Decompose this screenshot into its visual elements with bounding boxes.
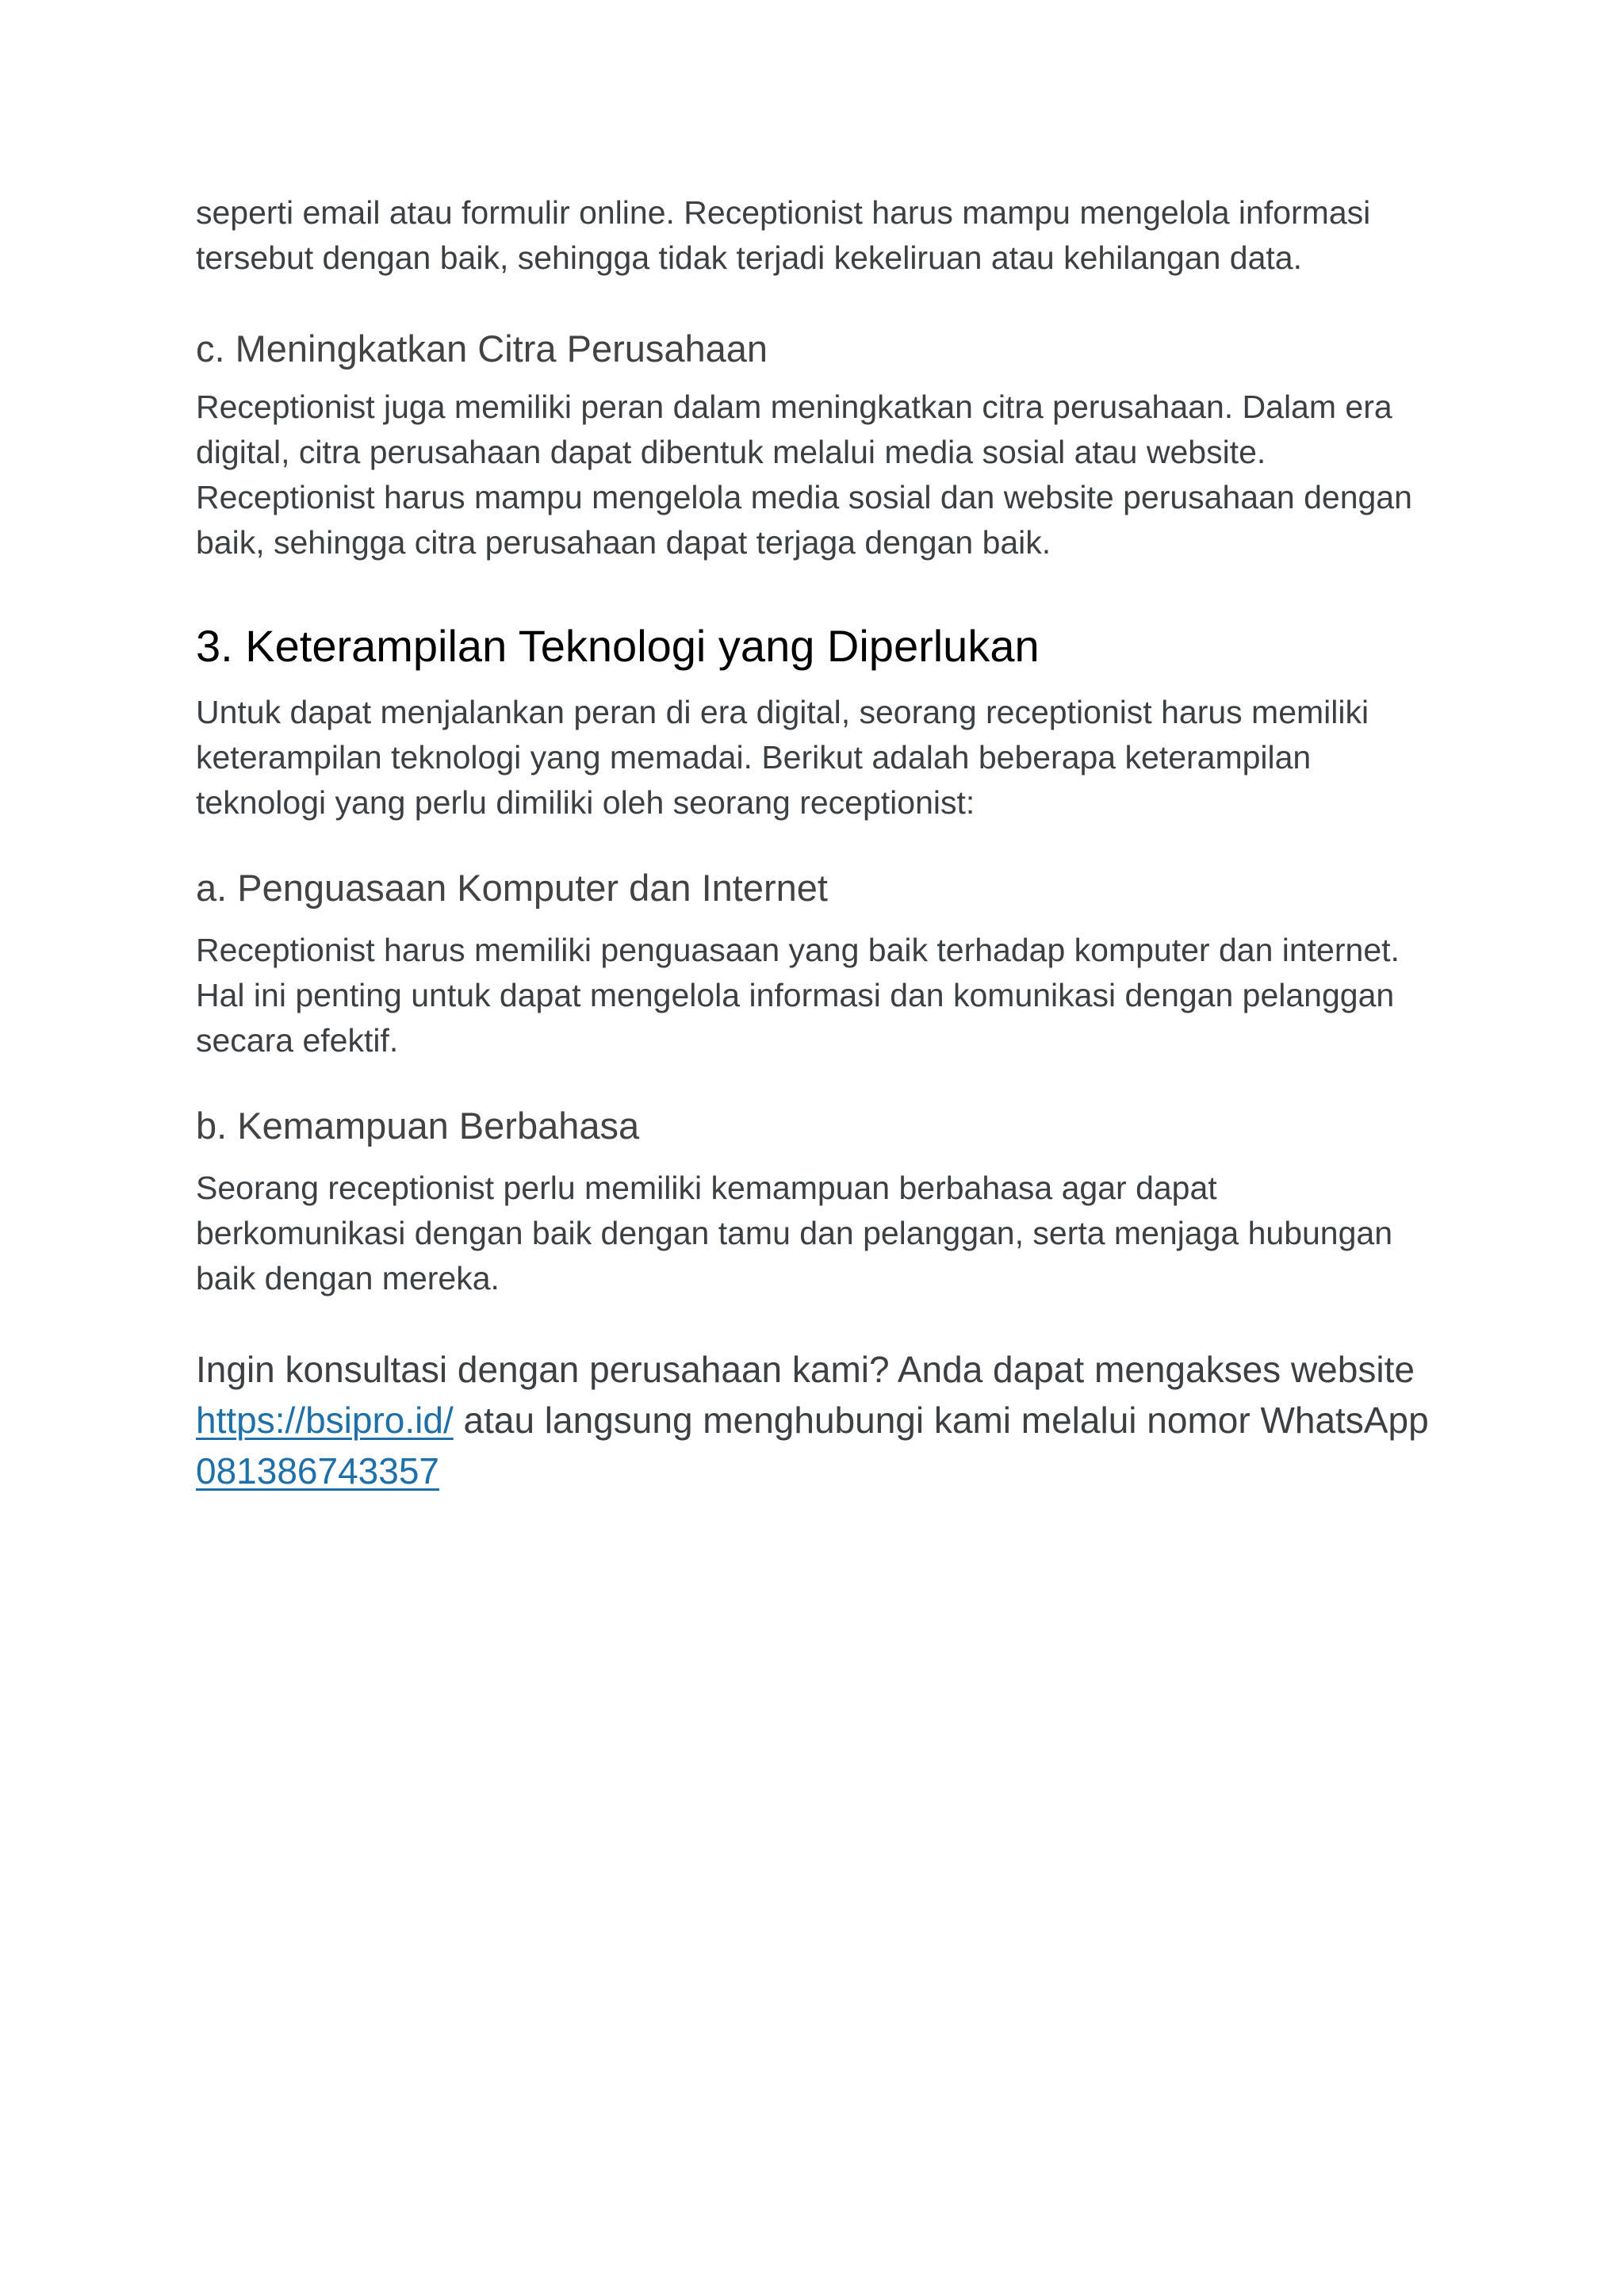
section-a-heading: a. Penguasaan Komputer dan Internet: [196, 867, 828, 909]
cta-text-before: Ingin konsultasi dengan perusahaan kami? Anda dapat mengakses website: [196, 1349, 1415, 1390]
section-c-paragraph: Receptionist juga memiliki peran dalam meningkatkan citra perusahaan. Dalam era digital, citra perusahaan dapat dibentuk melalui media sosial atau website. Receptionist harus mampu mengelola media sosial dan website perusahaan dengan baik, sehingga citra perusahaan dapat terjaga dengan baik.: [196, 389, 1412, 561]
intro-paragraph: seperti email atau formulir online. Receptionist harus mampu mengelola informasi tersebut dengan baik, sehingga tidak terjadi kekeliruan atau kehilangan data.: [196, 194, 1371, 276]
whatsapp-phone-link[interactable]: 081386743357: [196, 1450, 439, 1492]
section-b-heading: b. Kemampuan Berbahasa: [196, 1105, 640, 1147]
cta-paragraph: [196, 1344, 1433, 1496]
section-c-heading: c. Meningkatkan Citra Perusahaan: [196, 327, 768, 370]
section-b-paragraph: Seorang receptionist perlu memiliki kemampuan berbahasa agar dapat berkomunikasi dengan baik dengan tamu dan pelanggan, serta menjaga hubungan baik dengan mereka.: [196, 1170, 1393, 1296]
section-a-paragraph: Receptionist harus memiliki penguasaan yang baik terhadap komputer dan internet. Hal ini penting untuk dapat mengelola informasi dan komunikasi dengan pelanggan secara efektif.: [196, 932, 1400, 1059]
section-3-paragraph: Untuk dapat menjalankan peran di era digital, seorang receptionist harus memiliki keterampilan teknologi yang memadai. Berikut adalah beberapa keterampilan teknologi yang perlu dimiliki oleh seorang receptionist:: [196, 694, 1369, 821]
section-3-heading: 3. Keterampilan Teknologi yang Diperlukan: [196, 621, 1040, 671]
cta-text-between: atau langsung menghubungi kami melalui nomor WhatsApp: [453, 1400, 1429, 1441]
website-link[interactable]: https://bsipro.id/: [196, 1400, 454, 1441]
